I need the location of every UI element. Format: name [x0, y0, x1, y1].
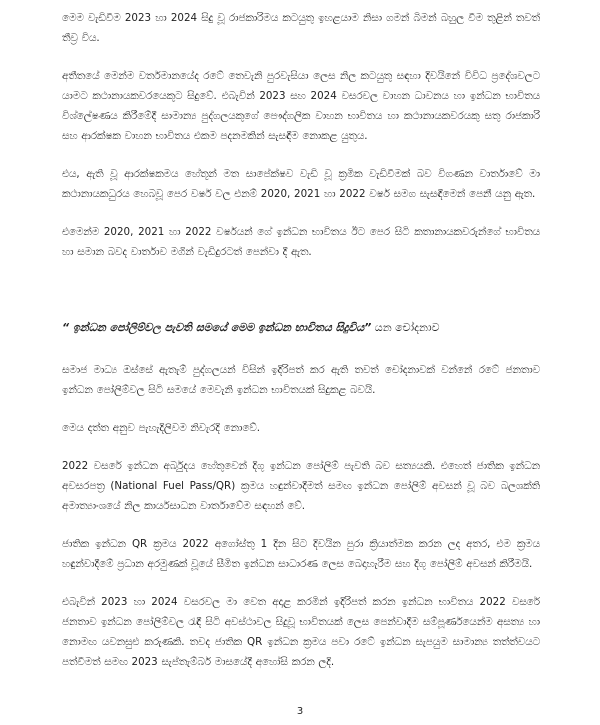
page-number: 3: [296, 706, 304, 717]
paragraph-previous-speakers: එමෙන්ම 2020, 2021 හා 2022 වර්ෂයන් ගේ ඉන්ධන භාවිතය ඊට පෙර සිටි කතානායකවරුන්ගේ භාවිතය හා සමාන බවද වාර්තාව මගින් වැඩිදුරටත් පෙන්වා දී ඇත.: [62, 226, 540, 258]
paragraph-not-correct: මෙය දත්ත අනුව පැහැදිලිවම නිවැරදි නොවේ.: [62, 422, 261, 434]
section-heading-quote: “ ඉන්ධන පෝලිම්වල පැවති සමයේ මෙම ඉන්ධන භාවිතය සිදුවිය”: [62, 321, 372, 334]
paragraph-qr-system: ජාතික ඉන්ධන QR ක්‍රමය 2022 අගෝස්තු 1 දින සිට දිවයින පුරා ක්‍රියාත්මක කරන ලද අතර, එම ක්‍රමය හඳුන්වාදීමේ ප්‍රධාන අරමුණක් වූයේ සීමිත ඉන්ධන සාධාරණ ලෙස බෙදාහැරීම සහ දිගු පෝලිම් අවසන් කිරීමයි.: [62, 538, 540, 570]
paragraph-increase-note: මෙම වැඩිවීම 2023 හා 2024 සිදු වූ රාජකාරිමය කටයුතු ඉහළයාම නිසා ගමන් බිමන් බහුල වීම තුළින් තවත් තීව්‍ර විය.: [62, 12, 540, 44]
section-heading-suffix: යන චෝදනාව: [371, 321, 440, 334]
section-gap: [62, 280, 540, 318]
paragraph-fuel-crisis-2022: 2022 වසරේ ඉන්ධන අර්බුදය හේතුවෙන් දිගු ඉන්ධන පෝලිම් පැවති බව සත්‍යයකි. එහෙත් ජාතික ඉන්ධන අවසරපත්‍ර (National Fuel Pass/QR) ක්‍රමය හඳුන්වාදීමත් සමඟ ඉන්ධන පෝලිම් අවසන් වූ බව බලශක්ති අමාත්‍යාංශයේ නිල කාර්යසාධන වාර්තාවේම සඳහන් වේ.: [62, 460, 540, 512]
document-page: [62, 8, 540, 690]
section-heading: [62, 318, 540, 338]
paragraph-security-increase: එය, ඇති වූ ආරක්ෂකමය හේතූන් මත සාපේක්ෂව වැඩි වූ ක්‍රමික වැඩිවීමක් බව විගණන වාර්තාවේ මා කථානායකධුරය හෙබවූ පෙර වර්ෂ වල එනම් 2020, 2021 හා 2022 වර්ෂ සමග සැසඳීමෙන් පෙනී යනු ඇත.: [62, 168, 540, 200]
paragraph-speaker-travel: අතීතයේ මෙන්ම වර්තමානයේද රටේ තෙවැනි පුරවැසියා ලෙස නිල කටයුතු සඳහා දිවයිනේ විවිධ ප්‍රදේශවලට යාමට කථානායකවරයෙකුට සිදුවේ. එබැවින් 2023 සහ 2024 වසරවල වාහන ධාවනය හා ඉන්ධන භාවිතය විශ්ලේෂණය කිරීමේදී සාමාන්‍ය පුද්ගලයකුගේ පෞද්ගලික වාහන භාවිතය හා කථානායකවරයකු සතු රාජකාරි සහ ආරක්ෂක වාහන භාවිතය එකම පදනමකින් සැසඳීම නොකළ යුතුය.: [62, 70, 540, 142]
paragraph-social-media-allegation: සමාජ මාධ්‍ය ඔස්සේ ඇතැම් පුද්ගලයන් විසින් ඉදිරිපත් කර ඇති තවත් චෝදනාවක් වන්නේ රටේ ජනතාව ඉන්ධන පෝලිම්වල සිටි සමයේ මෙවැනි ඉන්ධන භාවිතයක් සිදුකළ බවයි.: [62, 364, 540, 396]
paragraph-conclusion: එබැවින් 2023 හා 2024 වසරවල මා වෙත අදාළ කරමින් ඉදිරිපත් කරන ඉන්ධන භාවිතය 2022 වසරේ ජනතාව ඉන්ධන පෝලිම්වල රැඳී සිටි අවස්ථාවල සිදුවූ භාවිතයක් ලෙස පෙන්වාදීම සම්පූර්ණයෙන්ම අසත්‍ය හා නොමඟ යවනසුළු කරුණකි. තවද ජාතික QR ඉන්ධන ක්‍රමය පවා රටේ ඉන්ධන සැපයුම සාමාන්‍ය තත්ත්වයට පත්වීමත් සමඟ 2023 සැප්තැම්බර් මාසයේදී අහෝසි කරන ලදි.: [62, 596, 540, 668]
